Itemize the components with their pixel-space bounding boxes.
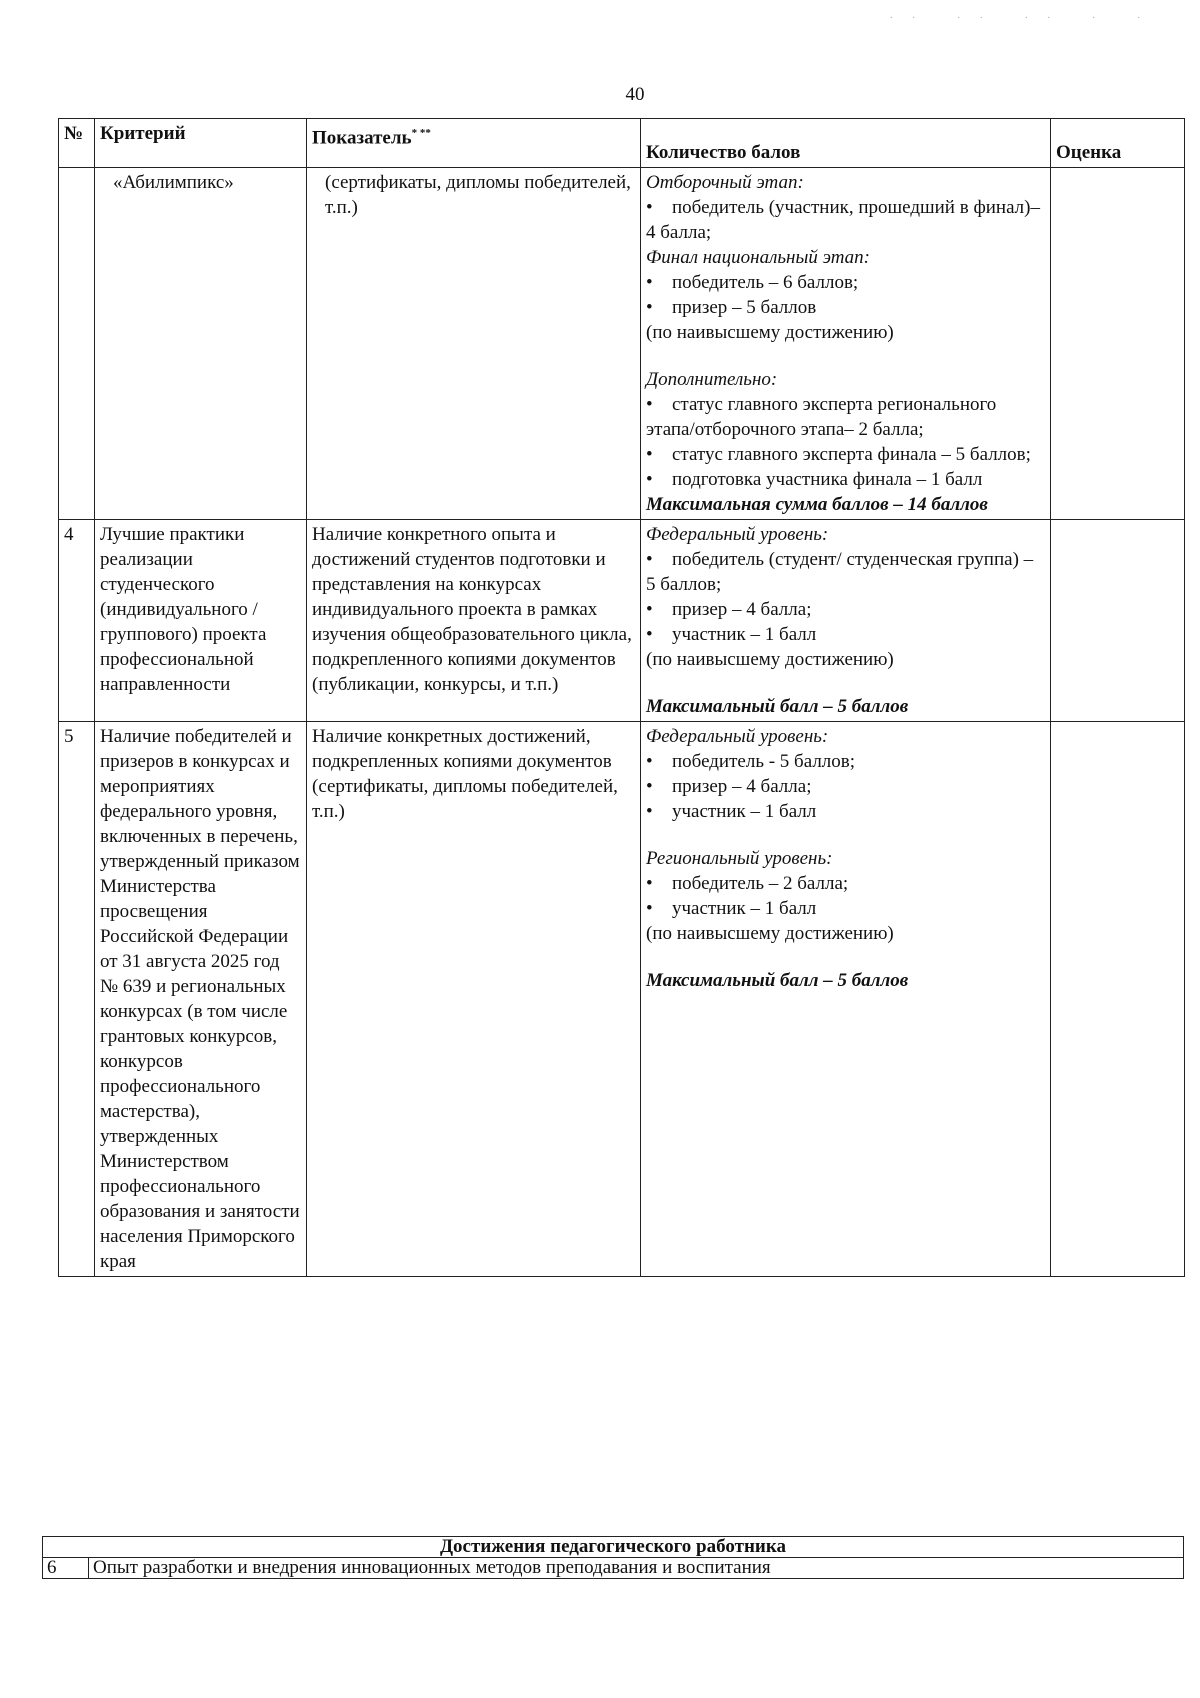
bullet-icon: • <box>646 776 653 797</box>
bullet-icon: • <box>646 873 653 894</box>
table-row <box>59 722 1185 1277</box>
list-item <box>646 622 1045 647</box>
list-item-text: участник – 1 балл <box>672 624 817 645</box>
list-item <box>646 871 1045 896</box>
header-num: № <box>59 119 95 168</box>
list-item-text: участник – 1 балл <box>672 801 817 822</box>
list-item <box>646 442 1045 467</box>
list-item-text: победитель – 2 балла; <box>672 873 849 894</box>
bullet-icon: • <box>646 599 653 620</box>
list-item-text: победитель (участник, прошедший в финал)– 4 балла; <box>646 197 1040 243</box>
bullet-icon: • <box>646 624 653 645</box>
indicator-note: (публикации, конкурсы, и т.п.) <box>312 674 559 695</box>
bullet-icon: • <box>646 272 653 293</box>
list-item-text: призер – 5 баллов <box>672 297 817 318</box>
list-item <box>646 270 1045 295</box>
bullet-icon: • <box>646 898 653 919</box>
table-row <box>43 1558 1184 1579</box>
criterion-cell: Наличие победителей и призеров в конкурсах и мероприятиях федерального уровня, включенных в перечень, утвержденный приказом Министерства просвещения Российской Федерации от 31 августа 2025 год № 639 и региональных конкурсах (в том числе грантовых конкурсов, конкурсов профессионального мастерства), утвержденных Министерством профессионального образования и занятости населения Приморского края <box>95 722 307 1277</box>
list-item <box>646 467 1045 492</box>
list-item <box>646 749 1045 774</box>
table-header-row <box>59 119 1185 168</box>
note: (по наивысшему достижению) <box>646 923 894 944</box>
list-item-text: участник – 1 балл <box>672 898 817 919</box>
bullet-icon: • <box>646 751 653 772</box>
stage-title: Отборочный этап: <box>646 172 804 193</box>
list-item-text: призер – 4 балла; <box>672 776 812 797</box>
page-number: 40 <box>625 84 645 105</box>
list-item-text: призер – 4 балла; <box>672 599 812 620</box>
points-cell <box>641 520 1051 722</box>
max-score: Максимальный балл – 5 баллов <box>646 970 909 991</box>
row-num-cell: 6 <box>43 1558 89 1579</box>
section-row <box>43 1537 1184 1558</box>
max-score: Максимальный балл – 5 баллов <box>646 696 909 717</box>
score-cell <box>1051 722 1185 1277</box>
points-cell <box>641 168 1051 520</box>
list-item <box>646 195 1045 245</box>
score-cell <box>1051 168 1185 520</box>
indicator-cell <box>307 520 641 722</box>
bullet-icon: • <box>646 549 653 570</box>
list-item <box>646 896 1045 921</box>
header-indicator-mark: * ** <box>411 127 431 139</box>
criteria-table <box>58 118 1185 1277</box>
list-item-text: победитель (студент/ студенческая группа) – 5 баллов; <box>646 549 1034 595</box>
list-item <box>646 392 1045 442</box>
header-points: Количество балов <box>641 119 1051 168</box>
scan-artifact: .. .. .. . . <box>890 10 1160 21</box>
header-indicator <box>307 119 641 168</box>
list-item-text: победитель – 6 баллов; <box>672 272 859 293</box>
bullet-icon: • <box>646 197 653 218</box>
header-indicator-label: Показатель <box>312 127 412 149</box>
level-title: Региональный уровень: <box>646 848 833 869</box>
list-item <box>646 799 1045 824</box>
header-criterion: Критерий <box>95 119 307 168</box>
bullet-icon: • <box>646 801 653 822</box>
indicator-cell: (сертификаты, дипломы победителей, т.п.) <box>307 168 641 520</box>
note: (по наивысшему достижению) <box>646 649 894 670</box>
row-num-cell: 5 <box>59 722 95 1277</box>
level-title: Федеральный уровень: <box>646 726 829 747</box>
list-item-text: победитель - 5 баллов; <box>672 751 856 772</box>
criterion-cell: Лучшие практики реализации студенческого (индивидуального / группового) проекта профессиональной направленности <box>95 520 307 722</box>
list-item <box>646 774 1045 799</box>
extra-title: Дополнительно: <box>646 369 778 390</box>
bullet-icon: • <box>646 297 653 318</box>
criterion-cell: «Абилимпикс» <box>95 168 307 520</box>
section-title: Достижения педагогического работника <box>43 1537 1184 1558</box>
max-score: Максимальная сумма баллов – 14 баллов <box>646 494 988 515</box>
list-item-text: статус главного эксперта регионального этапа/отборочного этапа– 2 балла; <box>646 394 997 440</box>
stage-title: Финал национальный этап: <box>646 247 870 268</box>
list-item-text: статус главного эксперта финала – 5 баллов; <box>672 444 1031 465</box>
list-item <box>646 597 1045 622</box>
bullet-icon: • <box>646 469 653 490</box>
points-cell <box>641 722 1051 1277</box>
note: (по наивысшему достижению) <box>646 322 894 343</box>
list-item <box>646 547 1045 597</box>
bullet-icon: • <box>646 394 653 415</box>
header-score: Оценка <box>1051 119 1185 168</box>
indicator-text: Наличие конкретного опыта и достижений студентов подготовки и представления на конкурсах индивидуального проекта в рамках изучения общеобразовательного цикла, подкрепленного копиями документов <box>312 524 632 670</box>
row-num-cell <box>59 168 95 520</box>
level-title: Федеральный уровень: <box>646 524 829 545</box>
row6-text: Опыт разработки и внедрения инновационных методов преподавания и воспитания <box>89 1558 1184 1579</box>
list-item-text: подготовка участника финала – 1 балл <box>672 469 983 490</box>
bullet-icon: • <box>646 444 653 465</box>
list-item <box>646 295 1045 320</box>
section-table <box>42 1536 1184 1579</box>
score-cell <box>1051 520 1185 722</box>
table-row <box>59 168 1185 520</box>
table-row <box>59 520 1185 722</box>
indicator-cell: Наличие конкретных достижений, подкрепленных копиями документов (сертификаты, дипломы победителей, т.п.) <box>307 722 641 1277</box>
row-num-cell: 4 <box>59 520 95 722</box>
